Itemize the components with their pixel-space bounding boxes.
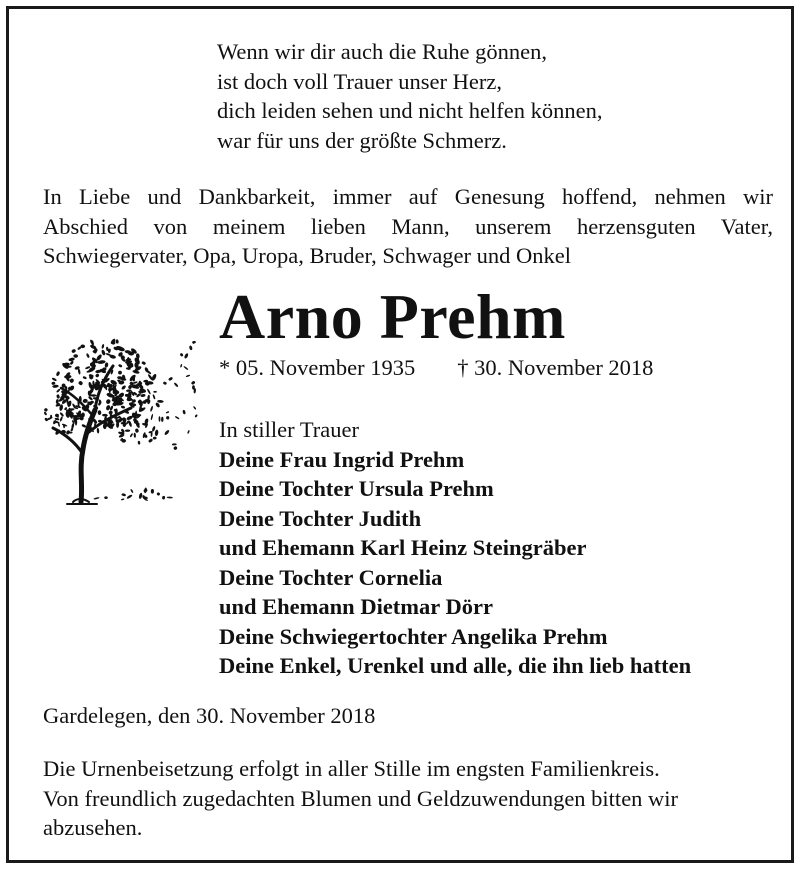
place-date: Gardelegen, den 30. November 2018 <box>43 703 376 728</box>
poem-line: Wenn wir dir auch die Ruhe gönnen, <box>217 39 547 64</box>
intro-line: In Liebe und Dankbarkeit, immer auf Genesung hoffend, nehmen wir <box>43 184 773 209</box>
death-date: † 30. November 2018 <box>457 355 654 380</box>
mourner-line: Deine Tochter Judith <box>219 505 422 531</box>
mourner-line: Deine Enkel, Urenkel und alle, die ihn lieb hatten <box>219 653 692 678</box>
mourner-line: Deine Schwiegertochter Angelika Prehm <box>219 623 608 649</box>
birth-date: * 05. November 1935 <box>219 355 416 380</box>
mourner-line: Deine Tochter Ursula Prehm <box>219 476 494 501</box>
poem-line: ist doch voll Trauer unser Herz, <box>217 68 502 94</box>
intro-line: Schwiegervater, Opa, Uropa, Bruder, Schwager und Onkel <box>43 243 572 268</box>
life-dates <box>219 353 653 383</box>
mourner-line: und Ehemann Karl Heinz Steingräber <box>219 535 587 560</box>
poem-line: dich leiden sehen und nicht helfen können, <box>217 98 603 123</box>
deceased-name: Arno Prehm <box>219 281 566 352</box>
mourners-block <box>219 415 691 681</box>
closing-line: Von freundlich zugedachten Blumen und Geldzuwendungen bitten wir <box>43 785 679 811</box>
closing-paragraph <box>43 754 678 843</box>
obituary-frame <box>6 6 794 863</box>
poem <box>217 37 603 155</box>
closing-line: Die Urnenbeisetzung erfolgt in aller Stille im engsten Familienkreis. <box>43 756 660 781</box>
intro-line: Abschied von meinem lieben Mann, unserem herzensguten Vater, <box>43 213 773 239</box>
mourner-line: Deine Tochter Cornelia <box>219 564 443 590</box>
mourner-line: und Ehemann Dietmar Dörr <box>219 594 493 619</box>
tree-windblown-leaves-icon <box>43 324 203 509</box>
closing-line: abzusehen. <box>43 815 143 840</box>
mourners-heading: In stiller Trauer <box>219 417 359 442</box>
mourner-line: Deine Frau Ingrid Prehm <box>219 446 465 472</box>
poem-line: war für uns der größte Schmerz. <box>217 127 507 153</box>
intro-paragraph <box>43 182 773 271</box>
